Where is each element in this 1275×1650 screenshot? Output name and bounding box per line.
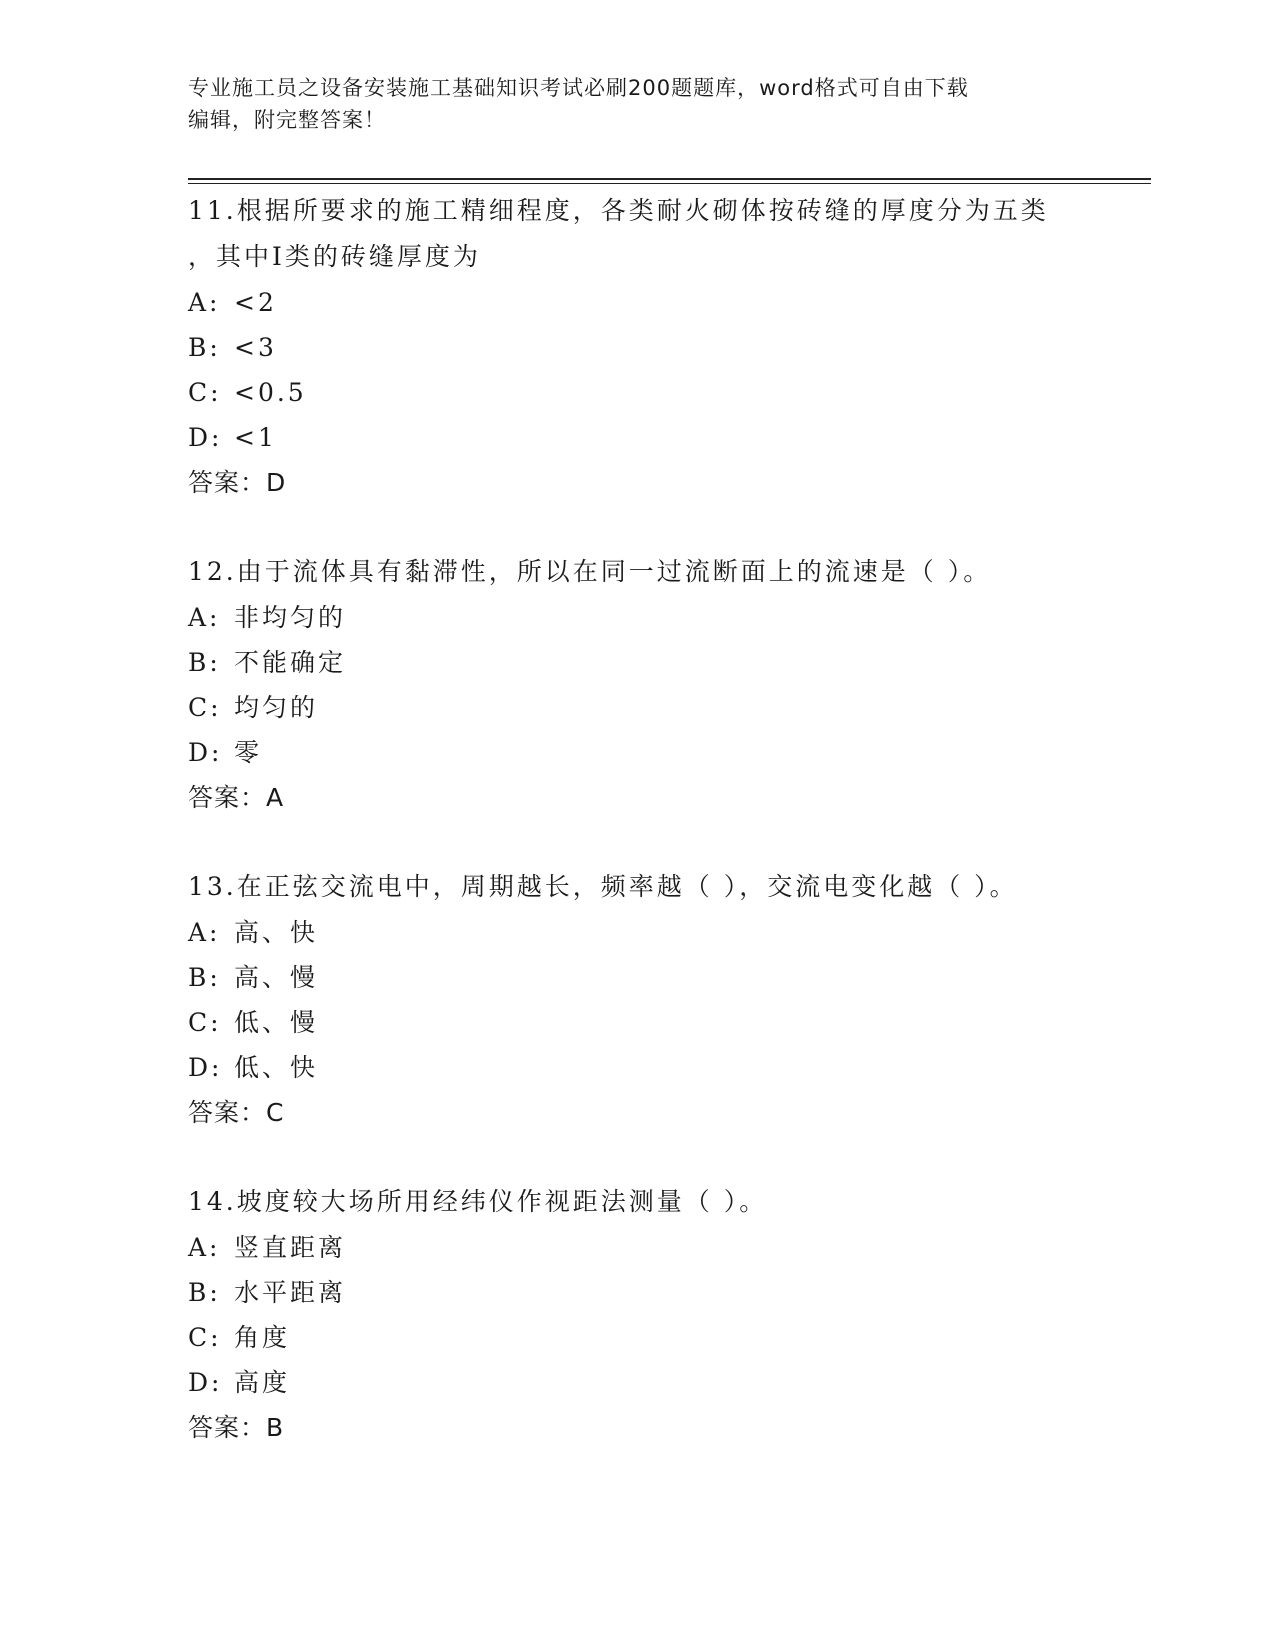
header-divider-thick (188, 178, 1151, 180)
option-b (188, 1270, 1088, 1315)
question-stem-line: ，其中Ⅰ类的砖缝厚度为 (188, 242, 481, 271)
option-text: 低、快 (234, 1053, 319, 1082)
option-letter: A: (188, 603, 221, 632)
document-header (188, 72, 1088, 136)
answer-line: 答案：D (188, 468, 287, 497)
option-a (188, 595, 1088, 640)
question-11 (188, 188, 1088, 505)
question-stem (188, 864, 1088, 910)
option-letter: B: (188, 1278, 221, 1307)
question-stem (188, 549, 1088, 595)
option-c (188, 685, 1088, 730)
option-letter: C: (188, 1008, 222, 1037)
answer-line: 答案：A (188, 783, 285, 812)
option-letter: B: (188, 333, 221, 362)
option-letter: B: (188, 648, 221, 677)
option-letter: D: (188, 423, 223, 452)
option-letter: A: (188, 918, 221, 947)
option-letter: C: (188, 693, 222, 722)
header-divider-thin (188, 183, 1151, 184)
header-line-1: 专业施工员之设备安装施工基础知识考试必刷200题题库，word格式可自由下载 (188, 76, 969, 100)
option-d (188, 1045, 1088, 1090)
option-d (188, 1360, 1088, 1405)
option-text: <3 (234, 333, 277, 362)
question-13 (188, 864, 1088, 1135)
option-text: 低、慢 (234, 1008, 319, 1037)
option-b (188, 640, 1088, 685)
option-a (188, 910, 1088, 955)
option-text: 竖直距离 (234, 1233, 347, 1262)
option-text: 角度 (234, 1323, 291, 1352)
question-stem-line: 13.在正弦交流电中，周期越长，频率越（ ），交流电变化越（ ）。 (188, 872, 1018, 901)
option-letter: C: (188, 378, 222, 407)
option-text: 高、慢 (234, 963, 319, 992)
option-text: 高度 (234, 1368, 291, 1397)
option-b (188, 325, 1088, 370)
option-text: 均匀的 (234, 693, 319, 722)
question-12 (188, 549, 1088, 820)
option-text: 零 (234, 738, 263, 767)
option-a (188, 280, 1088, 325)
question-stem (188, 188, 1088, 280)
option-a (188, 1225, 1088, 1270)
question-stem-line: 14.坡度较大场所用经纬仪作视距法测量（ ）。 (188, 1187, 768, 1216)
option-c (188, 1000, 1088, 1045)
option-d (188, 415, 1088, 460)
option-d (188, 730, 1088, 775)
answer-line: 答案：C (188, 1098, 285, 1127)
option-letter: D: (188, 1053, 223, 1082)
option-text: 高、快 (234, 918, 319, 947)
question-list (188, 188, 1088, 1494)
option-letter: A: (188, 288, 221, 317)
header-line-2: 编辑，附完整答案！ (188, 108, 386, 132)
option-letter: D: (188, 738, 223, 767)
question-stem-line: 11.根据所要求的施工精细程度，各类耐火砌体按砖缝的厚度分为五类 (188, 196, 1049, 225)
option-text: <0.5 (234, 378, 307, 407)
option-text: <2 (234, 288, 277, 317)
option-letter: C: (188, 1323, 222, 1352)
option-text: 水平距离 (234, 1278, 347, 1307)
question-stem (188, 1179, 1088, 1225)
option-b (188, 955, 1088, 1000)
option-text: 不能确定 (234, 648, 347, 677)
option-text: <1 (234, 423, 277, 452)
option-c (188, 1315, 1088, 1360)
question-stem-line: 12.由于流体具有黏滞性，所以在同一过流断面上的流速是（ ）。 (188, 557, 992, 586)
option-letter: B: (188, 963, 221, 992)
option-letter: A: (188, 1233, 221, 1262)
option-text: 非均匀的 (234, 603, 347, 632)
option-c (188, 370, 1088, 415)
answer-line: 答案：B (188, 1413, 285, 1442)
question-14 (188, 1179, 1088, 1450)
option-letter: D: (188, 1368, 223, 1397)
